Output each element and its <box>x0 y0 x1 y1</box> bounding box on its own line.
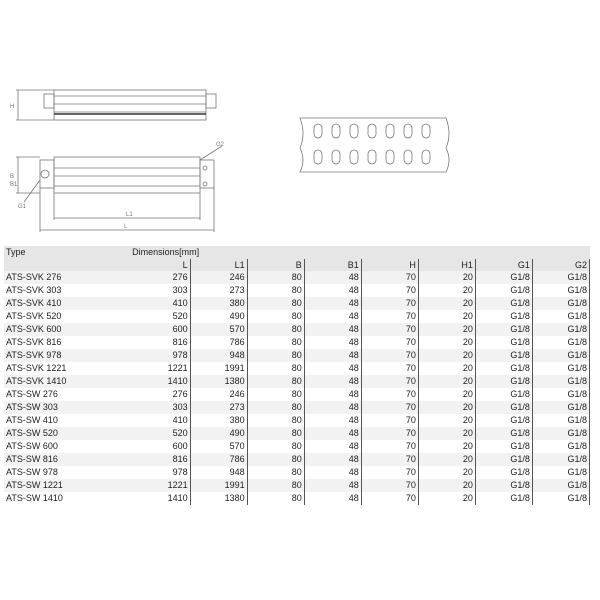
table-row <box>4 401 590 414</box>
dimension-cell: 1410 <box>130 492 190 505</box>
dimension-cell: G1/8 <box>532 401 589 414</box>
type-cell: ATS-SW 1410 <box>4 492 130 505</box>
type-cell: ATS-SVK 410 <box>4 297 130 310</box>
dimension-cell: G1/8 <box>532 466 589 479</box>
type-cell: ATS-SVK 303 <box>4 284 130 297</box>
dimension-cell: G1/8 <box>532 440 589 453</box>
dimension-cell: 70 <box>361 440 418 453</box>
dimension-cell: 1221 <box>130 479 190 492</box>
dimension-cell: 80 <box>247 271 304 284</box>
label-b1: B1 <box>10 182 18 188</box>
table-header-row <box>4 246 590 259</box>
label-g2: G2 <box>216 142 225 148</box>
dimension-cell: G1/8 <box>475 375 532 388</box>
table-subheader-row <box>4 259 590 271</box>
dimension-cell: G1/8 <box>475 271 532 284</box>
dimension-cell: 380 <box>190 414 247 427</box>
dimension-cell: G1/8 <box>532 362 589 375</box>
dimension-cell: 600 <box>130 440 190 453</box>
dimension-cell: G1/8 <box>532 388 589 401</box>
dimension-cell: 20 <box>418 271 475 284</box>
slot-row-bottom <box>314 150 430 164</box>
dimension-cell: G1/8 <box>532 492 589 505</box>
dimension-cell: 520 <box>130 310 190 323</box>
dimension-cell: 490 <box>190 310 247 323</box>
type-cell: ATS-SW 600 <box>4 440 130 453</box>
dimension-cell: 978 <box>130 349 190 362</box>
dimension-cell: 80 <box>247 401 304 414</box>
dimension-cell: 48 <box>304 362 361 375</box>
table-row <box>4 297 590 310</box>
column-header: B <box>247 259 304 271</box>
dimension-cell: G1/8 <box>475 362 532 375</box>
dimension-cell: 816 <box>130 453 190 466</box>
type-cell: ATS-SW 303 <box>4 401 130 414</box>
dimension-cell: 20 <box>418 492 475 505</box>
type-cell: ATS-SVK 1221 <box>4 362 130 375</box>
dimension-cell: 1410 <box>130 375 190 388</box>
dimension-cell: G1/8 <box>532 310 589 323</box>
dimension-cell: 80 <box>247 349 304 362</box>
dimension-cell: 1991 <box>190 362 247 375</box>
dimension-cell: 80 <box>247 466 304 479</box>
dimension-cell: 1991 <box>190 479 247 492</box>
table-row <box>4 479 590 492</box>
dimension-cell: G1/8 <box>532 323 589 336</box>
dimension-cell: 948 <box>190 466 247 479</box>
type-header: Type <box>4 246 130 259</box>
table-row <box>4 336 590 349</box>
dimension-cell: 786 <box>190 453 247 466</box>
dimension-cell: 48 <box>304 375 361 388</box>
dimension-cell: 48 <box>304 323 361 336</box>
dimension-cell: 570 <box>190 440 247 453</box>
table-row <box>4 388 590 401</box>
column-header: G1 <box>475 259 532 271</box>
dimension-cell: 70 <box>361 323 418 336</box>
dimension-cell: G1/8 <box>475 492 532 505</box>
dimension-cell: 600 <box>130 323 190 336</box>
type-cell: ATS-SW 276 <box>4 388 130 401</box>
dimension-cell: 48 <box>304 349 361 362</box>
dimension-cell: 20 <box>418 479 475 492</box>
dimension-cell: 70 <box>361 284 418 297</box>
dimension-cell: G1/8 <box>475 349 532 362</box>
label-l1: L1 <box>126 212 133 218</box>
column-header: H <box>361 259 418 271</box>
dimension-cell: 48 <box>304 427 361 440</box>
dimension-cell: 490 <box>190 427 247 440</box>
table-row <box>4 375 590 388</box>
dimension-cell: 70 <box>361 427 418 440</box>
type-cell: ATS-SVK 276 <box>4 271 130 284</box>
dimension-cell: G1/8 <box>475 466 532 479</box>
dimension-cell: 1380 <box>190 492 247 505</box>
dimension-cell: 80 <box>247 375 304 388</box>
slot-row-top <box>314 124 430 138</box>
type-cell: ATS-SVK 600 <box>4 323 130 336</box>
dimension-cell: 20 <box>418 414 475 427</box>
dimension-cell: 70 <box>361 401 418 414</box>
dimension-cell: 1221 <box>130 362 190 375</box>
dimension-cell: 380 <box>190 297 247 310</box>
dimension-cell: 80 <box>247 323 304 336</box>
dimension-cell: 80 <box>247 336 304 349</box>
dimension-cell: 48 <box>304 284 361 297</box>
dimension-cell: G1/8 <box>532 336 589 349</box>
front-view-drawing <box>16 146 222 232</box>
table-row <box>4 492 590 505</box>
dimension-cell: 20 <box>418 453 475 466</box>
dimension-cell: G1/8 <box>532 375 589 388</box>
dimensions-table <box>4 246 590 505</box>
dimension-cell: 80 <box>247 297 304 310</box>
type-cell: ATS-SVK 520 <box>4 310 130 323</box>
dimension-cell: 70 <box>361 349 418 362</box>
dimension-cell: 70 <box>361 375 418 388</box>
dimension-cell: G1/8 <box>475 310 532 323</box>
dimension-cell: 48 <box>304 492 361 505</box>
dimension-cell: 20 <box>418 362 475 375</box>
column-header: L1 <box>190 259 247 271</box>
dimension-cell: 978 <box>130 466 190 479</box>
dimension-cell: 786 <box>190 336 247 349</box>
dimension-cell: 273 <box>190 284 247 297</box>
type-cell: ATS-SW 410 <box>4 414 130 427</box>
dimension-cell: 273 <box>190 401 247 414</box>
dimension-cell: 70 <box>361 388 418 401</box>
dimensions-header: Dimensions[mm] <box>130 246 589 259</box>
dimension-cell: 48 <box>304 271 361 284</box>
table-row <box>4 271 590 284</box>
dimension-cell: 303 <box>130 401 190 414</box>
dimension-cell: 20 <box>418 336 475 349</box>
dimension-cell: G1/8 <box>475 336 532 349</box>
dimension-cell: G1/8 <box>475 453 532 466</box>
dimension-cell: 1380 <box>190 375 247 388</box>
dimension-cell: 70 <box>361 271 418 284</box>
label-b: B <box>10 174 15 180</box>
type-cell: ATS-SVK 816 <box>4 336 130 349</box>
table-row <box>4 440 590 453</box>
table-row <box>4 362 590 375</box>
label-g1: G1 <box>18 204 27 210</box>
dimension-cell: 70 <box>361 297 418 310</box>
dimension-cell: 20 <box>418 375 475 388</box>
label-l: L <box>124 224 128 230</box>
dimension-cell: 20 <box>418 310 475 323</box>
dimension-cell: G1/8 <box>532 414 589 427</box>
dimension-cell: G1/8 <box>475 401 532 414</box>
type-cell: ATS-SVK 978 <box>4 349 130 362</box>
table-row <box>4 310 590 323</box>
dimension-cell: 80 <box>247 388 304 401</box>
dimension-cell: 70 <box>361 453 418 466</box>
dimension-cell: 48 <box>304 479 361 492</box>
dimension-cell: 48 <box>304 310 361 323</box>
side-view-drawing <box>16 90 216 120</box>
table-row <box>4 349 590 362</box>
dimensions-table-wrap <box>4 246 590 505</box>
dimension-cell: 303 <box>130 284 190 297</box>
dimension-cell: G1/8 <box>475 284 532 297</box>
dimension-cell: G1/8 <box>475 427 532 440</box>
dimension-cell: 20 <box>418 349 475 362</box>
dimension-cell: G1/8 <box>475 297 532 310</box>
dimension-cell: G1/8 <box>475 414 532 427</box>
column-header: B1 <box>304 259 361 271</box>
dimension-cell: 48 <box>304 466 361 479</box>
dimension-cell: 70 <box>361 492 418 505</box>
drawing-canvas <box>0 0 600 240</box>
dimension-cell: G1/8 <box>532 297 589 310</box>
dimension-cell: 70 <box>361 362 418 375</box>
type-cell: ATS-SW 978 <box>4 466 130 479</box>
dimension-cell: 20 <box>418 297 475 310</box>
dimension-cell: 20 <box>418 440 475 453</box>
dimension-cell: 70 <box>361 414 418 427</box>
table-row <box>4 466 590 479</box>
dimension-cell: 80 <box>247 492 304 505</box>
table-row <box>4 453 590 466</box>
table-row <box>4 427 590 440</box>
column-header: G2 <box>532 259 589 271</box>
dimension-cell: 70 <box>361 479 418 492</box>
dimension-cell: G1/8 <box>475 323 532 336</box>
dimension-cell: G1/8 <box>475 388 532 401</box>
dimension-cell: 48 <box>304 388 361 401</box>
dimension-cell: 20 <box>418 401 475 414</box>
dimension-cell: 70 <box>361 310 418 323</box>
dimension-cell: 520 <box>130 427 190 440</box>
dimension-cell: G1/8 <box>532 284 589 297</box>
label-h: H <box>10 104 15 110</box>
table-row <box>4 414 590 427</box>
dimension-cell: 410 <box>130 297 190 310</box>
dimension-cell: 80 <box>247 440 304 453</box>
dimension-cell: 20 <box>418 323 475 336</box>
dimension-cell: 80 <box>247 362 304 375</box>
type-cell: ATS-SW 520 <box>4 427 130 440</box>
table-row <box>4 284 590 297</box>
dimension-cell: 246 <box>190 271 247 284</box>
dimension-cell: 80 <box>247 284 304 297</box>
dimension-cell: G1/8 <box>532 271 589 284</box>
dimension-cell: 276 <box>130 271 190 284</box>
dimension-cell: 80 <box>247 453 304 466</box>
dimension-cell: 80 <box>247 479 304 492</box>
dimension-cell: 80 <box>247 427 304 440</box>
dimension-cell: 48 <box>304 453 361 466</box>
column-header: L <box>130 259 190 271</box>
dimension-cell: 20 <box>418 427 475 440</box>
dimension-cell: 48 <box>304 414 361 427</box>
dimension-cell: 20 <box>418 466 475 479</box>
dimension-cell: G1/8 <box>532 453 589 466</box>
table-row <box>4 323 590 336</box>
dimension-cell: G1/8 <box>475 440 532 453</box>
type-cell: ATS-SVK 1410 <box>4 375 130 388</box>
technical-drawings <box>0 0 600 240</box>
dimension-cell: G1/8 <box>532 479 589 492</box>
type-subheader-empty <box>4 259 130 271</box>
dimension-cell: 70 <box>361 466 418 479</box>
dimension-cell: 20 <box>418 388 475 401</box>
dimension-cell: 948 <box>190 349 247 362</box>
type-cell: ATS-SW 1221 <box>4 479 130 492</box>
type-cell: ATS-SW 816 <box>4 453 130 466</box>
dimension-cell: 48 <box>304 440 361 453</box>
dimension-cell: G1/8 <box>532 427 589 440</box>
dimension-cell: 246 <box>190 388 247 401</box>
perforated-strip-drawing <box>300 118 449 172</box>
column-header: H1 <box>418 259 475 271</box>
dimension-cell: 80 <box>247 310 304 323</box>
dimension-cell: G1/8 <box>475 479 532 492</box>
dimension-cell: 570 <box>190 323 247 336</box>
table-body <box>4 271 590 505</box>
dimension-cell: 276 <box>130 388 190 401</box>
dimension-cell: 48 <box>304 401 361 414</box>
dimension-cell: 70 <box>361 336 418 349</box>
dimension-cell: G1/8 <box>532 349 589 362</box>
dimension-cell: 48 <box>304 297 361 310</box>
dimension-cell: 410 <box>130 414 190 427</box>
dimension-cell: 20 <box>418 284 475 297</box>
dimension-cell: 816 <box>130 336 190 349</box>
dimension-cell: 80 <box>247 414 304 427</box>
dimension-cell: 48 <box>304 336 361 349</box>
